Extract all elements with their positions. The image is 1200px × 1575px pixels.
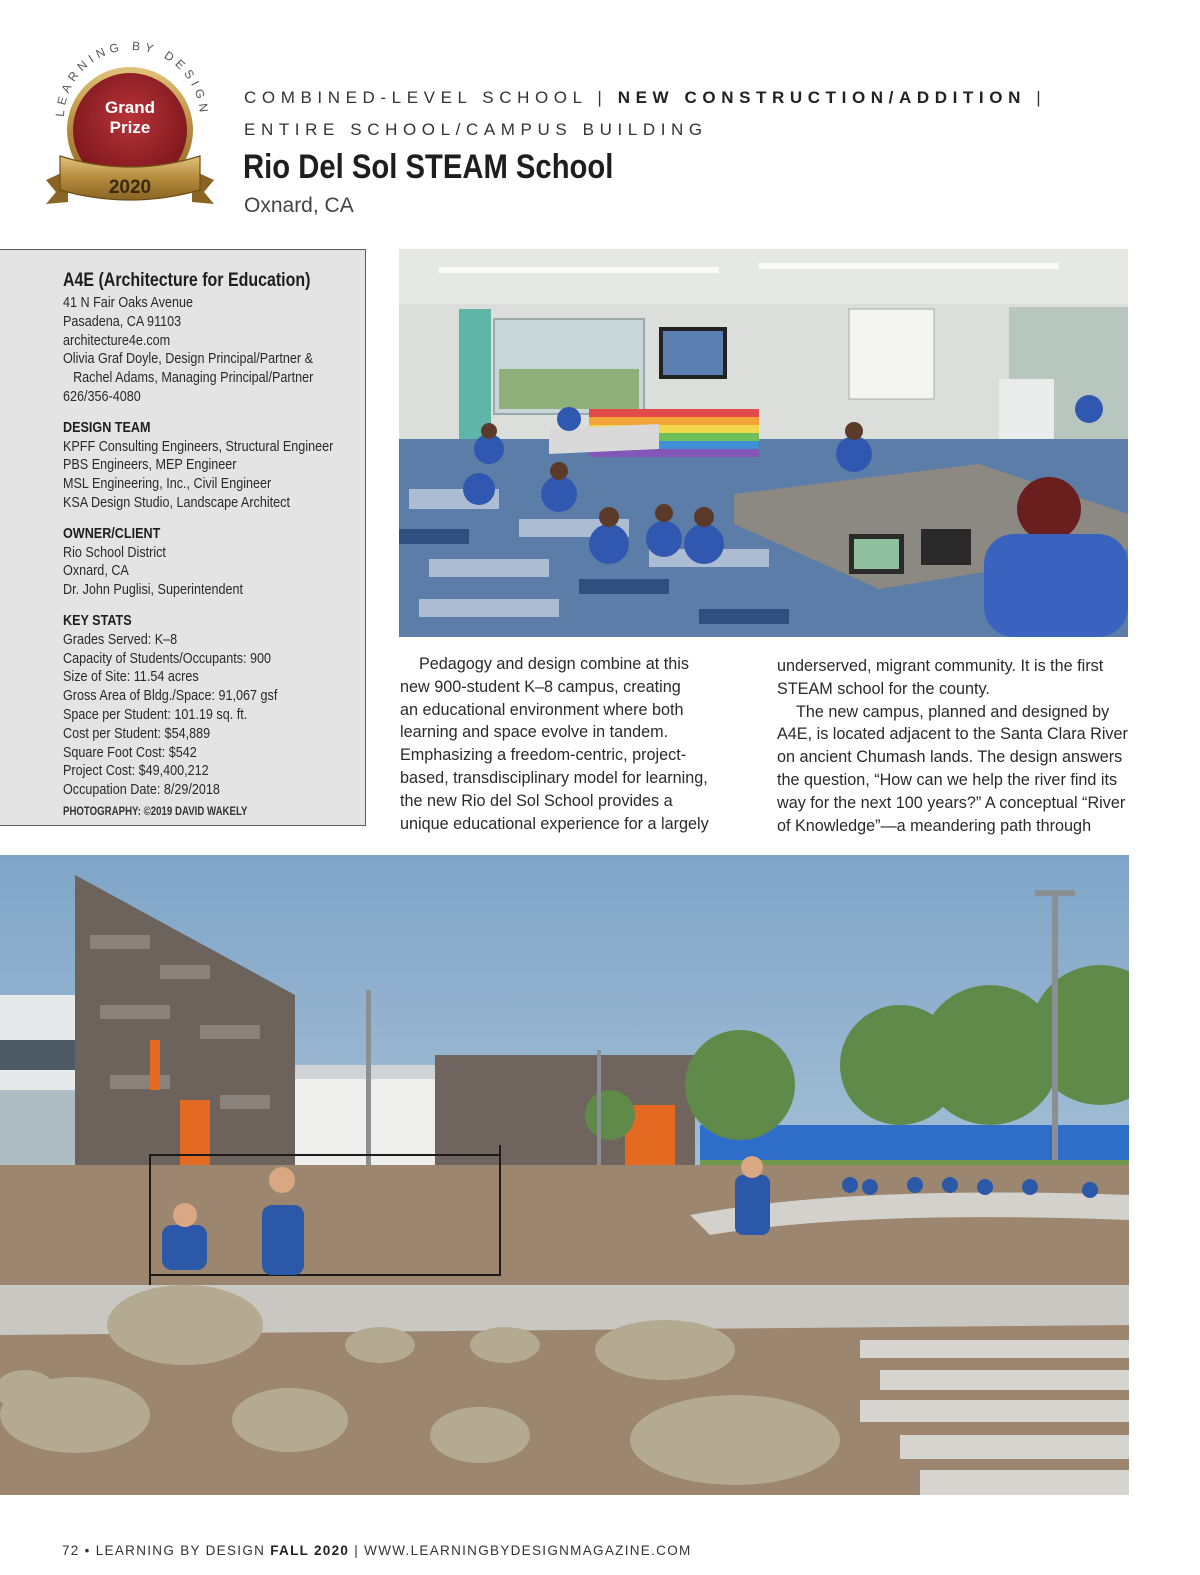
classroom-photo (399, 249, 1128, 637)
badge-line2: Prize (109, 118, 151, 137)
body-line: the new Rio del Sol School provides a (400, 791, 673, 810)
body-column-1 (400, 653, 736, 835)
stat-item: Gross Area of Bldg./Space: 91,067 gsf (63, 687, 278, 705)
design-team-heading: DESIGN TEAM (63, 418, 151, 436)
owner-item: Rio School District (63, 543, 166, 561)
page-footer (62, 1543, 692, 1558)
footer-issue: FALL 2020 (270, 1543, 350, 1558)
category-line-2: ENTIRE SCHOOL/CAMPUS BUILDING (244, 120, 708, 139)
project-location: Oxnard, CA (244, 194, 354, 217)
design-team-item: PBS Engineers, MEP Engineer (63, 456, 237, 474)
body-line: the question, “How can we help the river find its (777, 770, 1118, 789)
design-team-item: MSL Engineering, Inc., Civil Engineer (63, 475, 272, 493)
phone: 626/356-4080 (63, 387, 141, 405)
body-line: underserved, migrant community. It is the first (777, 657, 1104, 675)
firm-name: A4E (Architecture for Education) (63, 270, 311, 291)
body-line: A4E, is located adjacent to the Santa Clara River (777, 725, 1128, 744)
body-line: of Knowledge”—a meandering path through (777, 816, 1092, 835)
category-line-1 (244, 88, 1046, 108)
website: architecture4e.com (63, 331, 171, 349)
category-main: COMBINED-LEVEL SCHOOL | (244, 88, 608, 107)
key-stats-heading: KEY STATS (63, 611, 132, 629)
body-line: Emphasizing a freedom-centric, project- (400, 746, 687, 765)
body-line: STEAM school for the county. (777, 679, 990, 698)
body-line: learning and space evolve in tandem. (400, 723, 669, 742)
body-line: an educational environment where both (400, 700, 684, 719)
contact-line: Rachel Adams, Managing Principal/Partner (73, 369, 314, 387)
stat-item: Space per Student: 101.19 sq. ft. (63, 705, 248, 723)
owner-item: Dr. John Puglisi, Superintendent (63, 581, 244, 599)
body-line: way for the next 100 years?” A conceptual “River (777, 793, 1126, 812)
stat-item: Square Foot Cost: $542 (63, 743, 197, 761)
project-title: Rio Del Sol STEAM School (243, 148, 614, 186)
stat-item: Project Cost: $49,400,212 (63, 762, 209, 780)
owner-heading: OWNER/CLIENT (63, 524, 161, 542)
address-line: Pasadena, CA 91103 (63, 312, 182, 330)
category-bold: NEW CONSTRUCTION/ADDITION (617, 88, 1026, 107)
photo-credit: PHOTOGRAPHY: ©2019 DAVID WAKELY (63, 805, 248, 818)
address-line: 41 N Fair Oaks Avenue (63, 294, 194, 311)
stat-item: Size of Site: 11.54 acres (63, 668, 199, 686)
campus-exterior-photo (0, 855, 1129, 1495)
footer-separator: | (354, 1543, 360, 1558)
stat-item: Capacity of Students/Occupants: 900 (63, 649, 272, 667)
badge-arc-text: LEARNING BY DESIGN (52, 38, 212, 118)
category-separator: | (1036, 88, 1047, 107)
footer-url[interactable]: WWW.LEARNINGBYDESIGNMAGAZINE.COM (364, 1543, 692, 1558)
badge-line1: Grand (104, 98, 156, 117)
body-column-2 (777, 655, 1137, 837)
design-team-item: KPFF Consulting Engineers, Structural Engineer (63, 437, 334, 455)
contact-line: Olivia Graf Doyle, Design Principal/Partner & (63, 350, 314, 368)
body-line: based, transdisciplinary model for learning, (400, 768, 708, 787)
body-line: Pedagogy and design combine at this (419, 655, 689, 673)
body-line: on ancient Chumash lands. The design answers (777, 748, 1123, 767)
stat-item: Occupation Date: 8/29/2018 (63, 781, 220, 799)
owner-item: Oxnard, CA (63, 562, 129, 580)
badge-year: 2020 (108, 177, 152, 198)
project-info-sidebar (0, 249, 366, 826)
body-line: new 900-student K–8 campus, creating (400, 677, 681, 696)
stat-item: Grades Served: K–8 (63, 630, 178, 648)
body-line: The new campus, planned and designed by (796, 702, 1110, 721)
design-team-item: KSA Design Studio, Landscape Architect (63, 493, 290, 511)
footer-page: 72 • LEARNING BY DESIGN (62, 1543, 266, 1558)
body-line: unique educational experience for a largely (400, 814, 709, 833)
grand-prize-badge (40, 30, 225, 215)
stat-item: Cost per Student: $54,889 (63, 724, 211, 742)
